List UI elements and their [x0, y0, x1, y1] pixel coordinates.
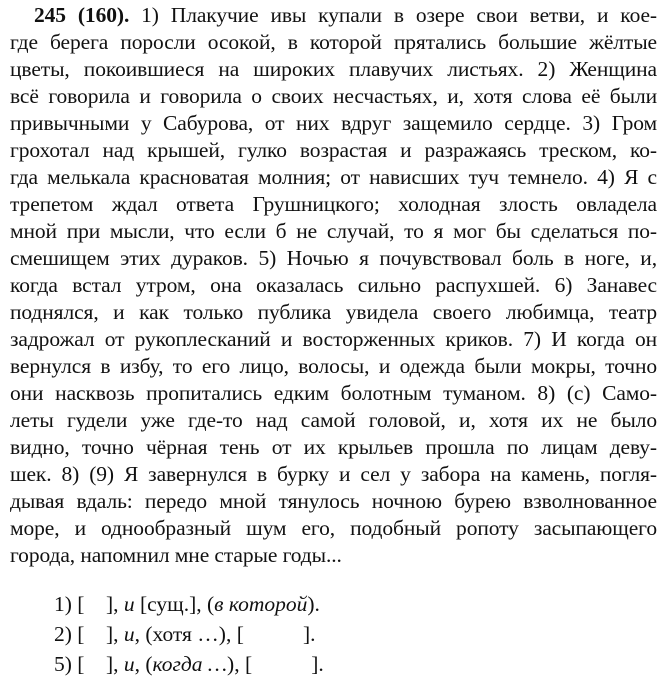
text-line-9: мной при мысли, что если б не случай, то я мог бы сделаться по- [10, 219, 657, 243]
text-line-20: море, и однообразный шум его, подобный ропоту засыпающего [10, 516, 657, 540]
first-line-text: 1) Плакучие ивы купали в озере свои ветви, и кое- [129, 3, 657, 27]
text-line-1 [34, 2, 657, 28]
sentence-scheme-1 [54, 591, 320, 617]
exercise-number: 245 (160). [34, 3, 130, 27]
text-line-18: шек. 8) (9) Я завернулся в бурку и сел у забора на камень, погля- [10, 462, 657, 486]
scheme-lead: 2) [ ], [54, 622, 124, 646]
text-line-5: привычными у Сабурова, от них вдруг защемило сердце. 3) Гром [10, 111, 657, 135]
scheme-middle: [сущ.], ( [134, 592, 215, 616]
sentence-scheme-2 [54, 621, 316, 647]
text-line-17: видно, точно чёрная тень от их крыльев прошла по лицам деву- [10, 435, 657, 459]
text-line-16: леты гудели уже где-то над самой головой, и, хотя их не было [10, 408, 657, 432]
text-line-8: трепетом ждал ответа Грушницкого; холодная злость овладела [10, 192, 657, 216]
scheme-conjunction: и [123, 652, 135, 676]
text-line-10: смешищем этих дураков. 5) Ночью я почувствовал боль в ноге, и, [10, 246, 657, 270]
text-line-14: вернулся в избу, то его лицо, волосы, и одежда были мокры, точно [10, 354, 657, 378]
scheme-tail: ). [307, 592, 320, 616]
text-line-4: всё говорила и говорила о своих несчастьях, и, хотя слова её были [10, 84, 657, 108]
scheme-italic: когда … [152, 652, 228, 676]
scheme-lead: 1) [ ], [54, 592, 124, 616]
scheme-conjunction: и [123, 592, 135, 616]
text-line-15: они насквозь пропитались едким болотным туманом. 8) (с) Само- [10, 381, 657, 405]
text-line-11: когда встал утром, она оказалась сильно распухшей. 6) Занавес [10, 273, 657, 297]
text-line-2: где берега поросли осокой, в которой прятались большие жёлтые [10, 30, 657, 54]
sentence-scheme-3 [54, 651, 324, 677]
text-line-19: дывая вдаль: передо мной тянулось ночною бурею взволнованное [10, 489, 657, 513]
scheme-tail: ), [ ]. [227, 652, 324, 676]
text-line-12: поднялся, и как только публика увидела своего любимца, театр [10, 300, 657, 324]
scheme-lead: 5) [ ], [54, 652, 124, 676]
scheme-middle: , ( [134, 652, 153, 676]
scheme-middle: , (хотя …), [ [134, 622, 244, 646]
text-line-13: задрожал от рукоплесканий и восторженных криков. 7) И когда он [10, 327, 657, 351]
scheme-italic: в которой [214, 592, 308, 616]
text-line-6: грохотал над крышей, гулко возрастая и разражаясь треском, ко- [10, 138, 657, 162]
scheme-conjunction: и [123, 622, 135, 646]
scheme-tail: ]. [243, 622, 316, 646]
text-line-21: города, напомнил мне старые годы... [10, 543, 342, 567]
text-line-7: гда мелькала красноватая молния; от нависших туч темнело. 4) Я с [10, 165, 657, 189]
text-line-3: цветы, покоившиеся на широких плавучих листьях. 2) Женщина [10, 57, 657, 81]
